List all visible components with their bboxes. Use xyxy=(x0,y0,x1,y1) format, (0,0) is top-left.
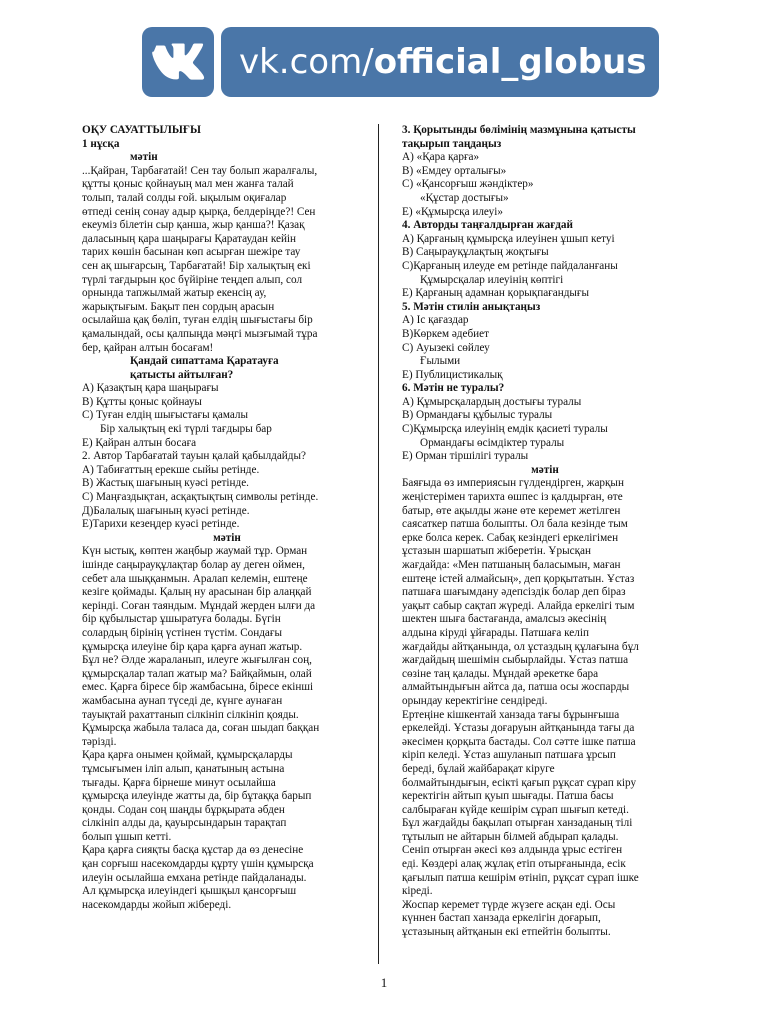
left-text-line: Бұл не? Әлде жараланып, илеуге жығылған соң, xyxy=(82,654,312,667)
left-text-line: тығады. Қарға бірнеше минут осылайша xyxy=(82,776,276,789)
vk-url-link[interactable] xyxy=(221,27,659,97)
right-text-line: жағдайдың шешімін сыбырлайды. Ұстаз патша xyxy=(402,654,629,667)
left-text-line: 2. Автор Тарбағатай тауын қалай қабылдайды? xyxy=(82,450,306,463)
right-text-line: мәтін xyxy=(531,463,559,476)
left-text-line: құтты қоныс қойнауың мал мен жанға талай xyxy=(82,178,294,191)
right-text-line: уақыт сабыр сақтап жүреді. Алайда еркелігі тым xyxy=(402,599,635,612)
right-text-line: Сеніп отырған әкесі көз алдында ұрыс естіген xyxy=(402,844,623,857)
left-text-line: өтпеді сенің сонау адыр қырқа, белдеріңде?! Сен xyxy=(82,205,316,218)
right-text-line: керектігін айтып қуып шығады. Патша басы xyxy=(402,790,614,803)
right-text-line: тұтылып не айтарын білмей абдырап қалады. xyxy=(402,830,619,843)
left-text-line: В) Құтты қоныс қойнауы xyxy=(82,395,202,408)
left-text-line: насекомдарды жойып жібереді. xyxy=(82,898,232,911)
right-text-line: С) «Қансорғыш жәндіктер» xyxy=(402,178,534,191)
right-text-line: патшаға шағымдану әдепсіздік болар деп біраз xyxy=(402,586,626,599)
left-text-line: жамбасына аунап түседі де, күнге аунаған xyxy=(82,694,283,707)
column-divider xyxy=(378,124,379,964)
left-text-line: А) Табиғаттың ерекше сыйы ретінде. xyxy=(82,463,260,476)
left-text-line: керінді. Соған таяндым. Мұндай жерден ылғи да xyxy=(82,599,316,612)
right-text-line: 4. Авторды таңғалдырған жағдай xyxy=(402,219,573,232)
left-text-line: С) Маңғаздықтан, асқақтықтың символы ретінде. xyxy=(82,491,319,504)
right-text-line: ұстазының айтқанын екі етпейтін болыпты. xyxy=(402,926,611,939)
right-text-line: ұстазын шаршатып жіберетін. Ұрысқан xyxy=(402,545,591,558)
right-text-line: В) Ормандағы құбылыс туралы xyxy=(402,409,553,422)
right-text-line: күннен бастап ханзада еркелігін доғарып, xyxy=(402,912,601,925)
left-text-line: құмырсқа илеуінде жатты да, бір бұтаққа барып xyxy=(82,790,312,803)
right-text-line: салбыраған күйде кешірім сұрап шығып кетеді. xyxy=(402,803,629,816)
left-text-line: қан сорғыш насекомдарды құрту үшін құмырсқа xyxy=(82,858,314,871)
right-text-line: қағылып патша кешірім өтініп, рұқсат сұрап ішке xyxy=(402,871,639,884)
right-text-line: Ертеңіне кішкентай ханзада тағы бұрынғыша xyxy=(402,708,620,721)
right-text-line: 3. Қорытынды бөлімінің мазмұнына қатысты xyxy=(402,124,636,136)
left-column xyxy=(82,124,372,912)
left-text-line: Ал құмырсқа илеуіндегі қышқыл қансорғыш xyxy=(82,885,297,898)
left-text-line: жарықтығым. Бақыт пен сордың арасын xyxy=(82,300,275,313)
right-text-line: орындау керектігіне сендіреді. xyxy=(402,694,548,707)
left-text-line: орнында тапжылмай жатыр екенсің ау, xyxy=(82,287,267,300)
right-text-line: кіреді. xyxy=(402,885,433,898)
right-column xyxy=(402,124,688,940)
right-text-line: Е) «Құмырсқа илеуі» xyxy=(402,205,503,218)
right-text-line: жеңістерімен тарихта өшпес із қалдырған, өте xyxy=(402,491,623,504)
left-text-line: осылайша қақ бөліп, туған елдің шығыстағы бір xyxy=(82,314,313,327)
left-text-line: сен ақ шығарсың, Тарбағатай! Бір халықтың екі xyxy=(82,259,311,272)
right-text-line: В) «Емдеу орталығы» xyxy=(402,164,507,177)
page-number: 1 xyxy=(380,975,388,990)
right-text-line: С)Қарғаның илеуде ем ретінде пайдаланғаны xyxy=(402,259,618,272)
right-text-line: А) Қарғаның құмырсқа илеуінен ұшып кетуі xyxy=(402,232,615,245)
left-text-line: даласының қара шаңырағы Қаратаудан кейін xyxy=(82,232,297,245)
left-text-line: Д)Балалық шағының куәсі ретінде. xyxy=(82,504,250,517)
left-text-line: емес. Қарға біресе бір жамбасына, біресе екінші xyxy=(82,681,314,694)
right-text-line: А) «Қара қарға» xyxy=(402,151,480,164)
left-text-line: қатысты айтылған? xyxy=(130,368,234,381)
left-text-line: құмырсқалар талап жатыр ма? Байқаймын, олай xyxy=(82,667,312,680)
left-text-line: Е)Тарихи кезеңдер куәсі ретінде. xyxy=(82,518,240,531)
right-text-line: 5. Мәтін стилін анықтаңыз xyxy=(402,300,541,313)
left-text-line: кезіге қоймады. Қалың ну арасынан бір алаңқай xyxy=(82,586,312,599)
right-text-line: А) Іс қағаздар xyxy=(402,314,469,327)
right-text-line: Е) Публицистикалық xyxy=(402,368,503,381)
right-text-line: еркелейді. Ұстазы доғаруын айтқанында тағы да xyxy=(402,722,635,735)
right-text-line: С)Құмырсқа илеуінің емдік қасиеті туралы xyxy=(402,423,608,436)
right-text-line: Құмырсқалар илеуінің көптігі xyxy=(420,273,564,286)
left-text-line: ОҚУ САУАТТЫЛЫҒЫ xyxy=(82,124,201,136)
right-text-line: ештеңе істей алмайсың», деп қорқытатын. Ұстаз xyxy=(402,572,635,585)
right-text-line: Бұл жағдайды бақылап отырған ханзаданың тілі xyxy=(402,817,633,830)
url-prefix: vk.com/ xyxy=(239,42,374,82)
right-text-line: В) Саңырауқұлақтың жоқтығы xyxy=(402,246,549,259)
right-text-line: «Құстар достығы» xyxy=(420,191,509,204)
left-text-line: себет ала шыққанмын. Аралап келемін, ештеңе xyxy=(82,572,308,585)
right-text-line: жағдайда: «Мен патшаның баласымын, маған xyxy=(402,559,621,571)
left-text-line: тарих көшін басынан көп асырған шежіре тау xyxy=(82,246,301,259)
left-text-line: ...Қайран, Тарбағатай! Сен тау болып жаралғалы, xyxy=(82,164,318,177)
left-text-line: болып ұшып кетті. xyxy=(82,830,172,843)
right-text-line: батыр, өте ақылды және өте керемет жетілген xyxy=(402,504,621,517)
left-text-line: мәтін xyxy=(130,151,158,164)
right-text-line: Е) Қарғаның адамнан қорықпағандығы xyxy=(402,287,590,300)
left-text-line: бер, қайран алтын босағам! xyxy=(82,341,214,354)
right-text-line: Баяғыда өз империясын гүлдендірген, жарқын xyxy=(402,477,624,490)
right-text-line: Е) Орман тіршілігі туралы xyxy=(402,450,529,463)
right-text-line: А) Құмырсқалардың достығы туралы xyxy=(402,395,582,408)
vk-logo-icon xyxy=(142,27,214,97)
left-text-line: екеуміз білетін сыр қанша, жыр қанша?! Қазақ xyxy=(82,219,305,232)
right-text-line: кіріп келеді. Ұстаз ашуланып патшаға ұрсып xyxy=(402,749,616,762)
left-text-line: түрлі тағдырын қос бүйіріне теңдеп алып, сол xyxy=(82,273,303,286)
left-text-line: Қандай сипаттама Қаратауға xyxy=(130,355,279,368)
left-text-line: илеуін осылайша емхана ретінде пайдаланады. xyxy=(82,871,307,884)
left-text-line: құмырсқа илеуіне бір қара қарға аунап жатыр. xyxy=(82,640,303,653)
left-text-line: тұмсығымен іліп алып, қанатының астына xyxy=(82,762,285,775)
right-text-line: әкесімен қорқыта бастады. Сол сәтте ішке патша xyxy=(402,735,636,748)
right-text-line: сөзіне таң қалады. Мұндай әрекетке бара xyxy=(402,667,599,680)
right-text-line: 6. Мәтін не туралы? xyxy=(402,382,505,395)
left-text-line: қамалындай, осы қалпыңда мәңгі мызғымай тұра xyxy=(82,327,318,340)
left-text-line: толып, талай солды ғой. ықылым оқиғалар xyxy=(82,191,287,204)
left-text-line: тәрізді. xyxy=(82,735,117,748)
left-text-line: Құмырсқа жабыла таласа да, соған шыдап баққан xyxy=(82,722,320,735)
left-text-line: сілкініп алды да, қауырсындарын тарақтап xyxy=(82,817,287,830)
right-text-line: Ормандағы өсімдіктер туралы xyxy=(420,436,565,449)
left-text-line: В) Жастық шағының куәсі ретінде. xyxy=(82,477,249,490)
left-text-line: 1 нұсқа xyxy=(82,137,120,150)
right-text-line: береді, бұлай жайбарақат кіруге xyxy=(402,762,555,775)
right-text-line: саясаткер патша болыпты. Ол бала кезінде тым xyxy=(402,518,628,531)
left-text-line: Қара қарға сияқты басқа құстар да өз денесіне xyxy=(82,844,304,857)
left-text-line: Е) Қайран алтын босаға xyxy=(82,436,197,449)
right-text-line: шектен шыға бастағанда, амалсыз әкесінің xyxy=(402,613,607,626)
right-text-line: ерке болса керек. Сабақ кезіндегі еркелігімен xyxy=(402,531,619,544)
left-text-line: Қара қарға онымен қоймай, құмырсқаларды xyxy=(82,749,293,762)
left-text-line: солардың бірінің үстінен түстім. Сондағы xyxy=(82,626,282,639)
right-text-line: В)Көркем әдебиет xyxy=(402,327,489,340)
url-handle: official_globus xyxy=(373,42,647,82)
left-text-line: мәтін xyxy=(213,531,241,544)
left-text-line: ішінде саңырауқұлақтар болар ау деген оймен, xyxy=(82,559,305,571)
left-text-line: тауықтай рахаттанып сілкініп сілкініп қояды. xyxy=(82,708,299,721)
left-text-line: бір құбылыстар ұшыратуға болады. Бүгін xyxy=(82,613,281,626)
right-text-line: еді. Көздері алақ жұлақ етіп отырғанында, есік xyxy=(402,858,626,871)
left-text-line: А) Қазақтың қара шаңырағы xyxy=(82,382,219,395)
right-text-line: алдына кіруді ұйғарады. Патшаға келіп xyxy=(402,626,589,639)
left-text-line: С) Туған елдің шығыстағы қамалы xyxy=(82,409,248,422)
left-text-line: Бір халықтың екі түрлі тағдыры бар xyxy=(100,423,272,436)
left-text-line: қонды. Содан соң шаңды бұрқырата әбден xyxy=(82,803,285,816)
right-text-line: жағдайды айтқанында, ол ұстаздың құлағына бұл xyxy=(402,640,639,653)
right-text-line: С) Ауызекі сөйлеу xyxy=(402,341,490,354)
right-text-line: Ғылыми xyxy=(420,355,461,368)
right-text-line: болмайтындығын, есікті қағып рұқсат сұрап кіру xyxy=(402,776,637,789)
right-text-line: тақырып таңдаңыз xyxy=(402,137,502,150)
right-text-line: алмайтындығын айтса да, патша осы жоспарды xyxy=(402,681,630,694)
left-text-line: Күн ыстық, көптен жаңбыр жаумай тұр. Орман xyxy=(82,545,308,558)
right-text-line: Жоспар керемет түрде жүзеге асқан еді. Осы xyxy=(402,898,616,911)
